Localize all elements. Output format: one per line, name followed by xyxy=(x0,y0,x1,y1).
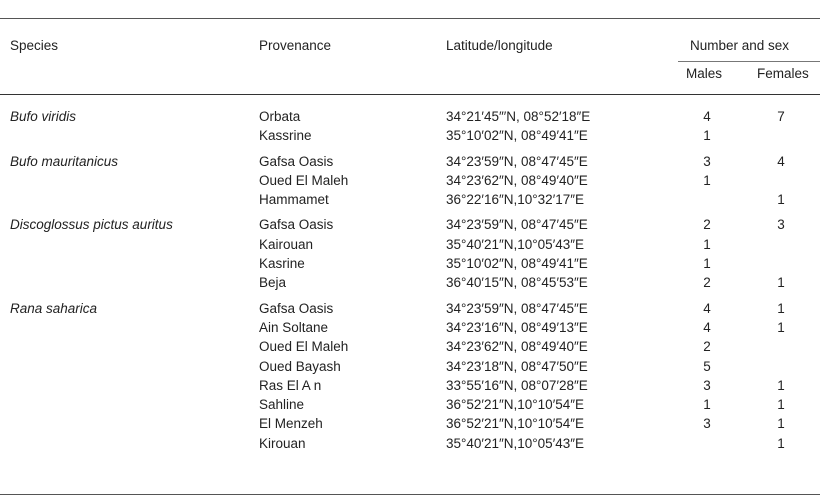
provenance-cell: Kassrine xyxy=(259,128,312,144)
table-row xyxy=(0,254,820,273)
females-count-cell: 1 xyxy=(777,377,785,393)
provenance-cell: Gafsa Oasis xyxy=(259,153,334,169)
males-count-cell: 2 xyxy=(703,275,711,291)
table-top-rule xyxy=(0,18,820,19)
table-row xyxy=(0,107,820,126)
table-row xyxy=(0,434,820,453)
latlong-cell: 34°23′16″N, 08°49′13″E xyxy=(446,319,588,335)
latlong-cell: 35°40′21″N,10°05′43″E xyxy=(446,435,585,451)
latlong-cell: 36°52′21″N,10°10′54″E xyxy=(446,397,585,413)
provenance-cell: El Menzeh xyxy=(259,416,323,432)
males-count-cell: 1 xyxy=(703,172,711,188)
latlong-cell: 34°23′59″N, 08°47′45″E xyxy=(446,300,588,316)
header-females: Females xyxy=(757,66,809,81)
males-count-cell: 5 xyxy=(703,358,711,374)
males-count-cell: 4 xyxy=(703,300,711,316)
table-row xyxy=(0,235,820,254)
header-number-and-sex: Number and sex xyxy=(690,38,790,53)
header-species: Species xyxy=(10,38,59,53)
males-count-cell: 1 xyxy=(703,397,711,413)
provenance-cell: Ain Soltane xyxy=(259,319,329,335)
females-count-cell: 1 xyxy=(777,192,785,208)
females-count-cell: 1 xyxy=(777,416,785,432)
table-row xyxy=(0,357,820,376)
latlong-cell: 34°23′59″N, 08°47′45″E xyxy=(446,217,588,233)
header-males: Males xyxy=(686,66,723,81)
header-provenance: Provenance xyxy=(259,38,332,53)
latlong-cell: 34°23′59″N, 08°47′45″E xyxy=(446,153,588,169)
table-body xyxy=(0,107,820,453)
provenance-cell: Oued El Maleh xyxy=(259,172,349,188)
provenance-cell: Beja xyxy=(259,275,287,291)
table-row xyxy=(0,273,820,292)
latlong-cell: 35°10′02″N, 08°49′41″E xyxy=(446,128,588,144)
provenance-cell: Sahline xyxy=(259,397,305,413)
males-count-cell: 3 xyxy=(703,377,711,393)
species-cell: Rana saharica xyxy=(10,300,98,316)
table-row xyxy=(0,171,820,190)
provenance-cell: Ras El A n xyxy=(259,377,322,393)
provenance-cell: Kirouan xyxy=(259,435,306,451)
header-latitude-longitude: Latitude/longitude xyxy=(446,38,553,53)
females-count-cell: 1 xyxy=(777,300,785,316)
latlong-cell: 36°22′16″N,10°32′17″E xyxy=(446,192,585,208)
latlong-cell: 35°10′02″N, 08°49′41″E xyxy=(446,256,588,272)
males-count-cell: 1 xyxy=(703,236,711,252)
table-row xyxy=(0,337,820,356)
table-row xyxy=(0,299,820,318)
provenance-cell: Oued El Maleh xyxy=(259,339,349,355)
species-cell: Discoglossus pictus auritus xyxy=(10,217,173,233)
provenance-cell: Orbata xyxy=(259,109,301,124)
latlong-cell: 34°21′45″′N, 08°52′18″E xyxy=(446,109,591,124)
provenance-cell: Oued Bayash xyxy=(259,358,341,374)
provenance-cell: Kasrine xyxy=(259,256,305,272)
table-row xyxy=(0,376,820,395)
table-bottom-rule xyxy=(0,494,820,495)
females-count-cell: 1 xyxy=(777,275,785,291)
table-row xyxy=(0,190,820,209)
provenance-cell: Kairouan xyxy=(259,236,314,252)
females-count-cell: 7 xyxy=(777,109,785,124)
males-count-cell: 2 xyxy=(703,217,711,233)
latlong-cell: 33°55′16″N, 08°07′28″E xyxy=(446,377,588,393)
latlong-cell: 36°40′15″N, 08°45′53″E xyxy=(446,275,588,291)
males-count-cell: 1 xyxy=(703,128,711,144)
males-count-cell: 3 xyxy=(703,416,711,432)
males-count-cell: 1 xyxy=(703,256,711,272)
table-row xyxy=(0,215,820,234)
latlong-cell: 34°23′62″N, 08°49′40″E xyxy=(446,172,588,188)
species-cell: Bufo mauritanicus xyxy=(10,153,119,169)
table-row xyxy=(0,152,820,171)
species-cell: Bufo viridis xyxy=(10,109,77,124)
females-count-cell: 1 xyxy=(777,435,785,451)
header-sub-rule xyxy=(678,61,820,62)
provenance-cell: Hammamet xyxy=(259,192,329,208)
table-row xyxy=(0,395,820,414)
males-count-cell: 4 xyxy=(703,319,711,335)
table-row xyxy=(0,318,820,337)
latlong-cell: 34°23′62″N, 08°49′40″E xyxy=(446,339,588,355)
males-count-cell: 2 xyxy=(703,339,711,355)
table-row xyxy=(0,126,820,145)
females-count-cell: 3 xyxy=(777,217,785,233)
males-count-cell: 4 xyxy=(703,109,711,124)
males-count-cell: 3 xyxy=(703,153,711,169)
latlong-cell: 35°40′21″N,10°05′43″E xyxy=(446,236,585,252)
table-row xyxy=(0,414,820,433)
latlong-cell: 34°23′18″N, 08°47′50″E xyxy=(446,358,588,374)
header-bottom-rule xyxy=(0,94,820,95)
latlong-cell: 36°52′21″N,10°10′54″E xyxy=(446,416,585,432)
females-count-cell: 4 xyxy=(777,153,785,169)
females-count-cell: 1 xyxy=(777,319,785,335)
provenance-cell: Gafsa Oasis xyxy=(259,300,334,316)
females-count-cell: 1 xyxy=(777,397,785,413)
provenance-cell: Gafsa Oasis xyxy=(259,217,334,233)
